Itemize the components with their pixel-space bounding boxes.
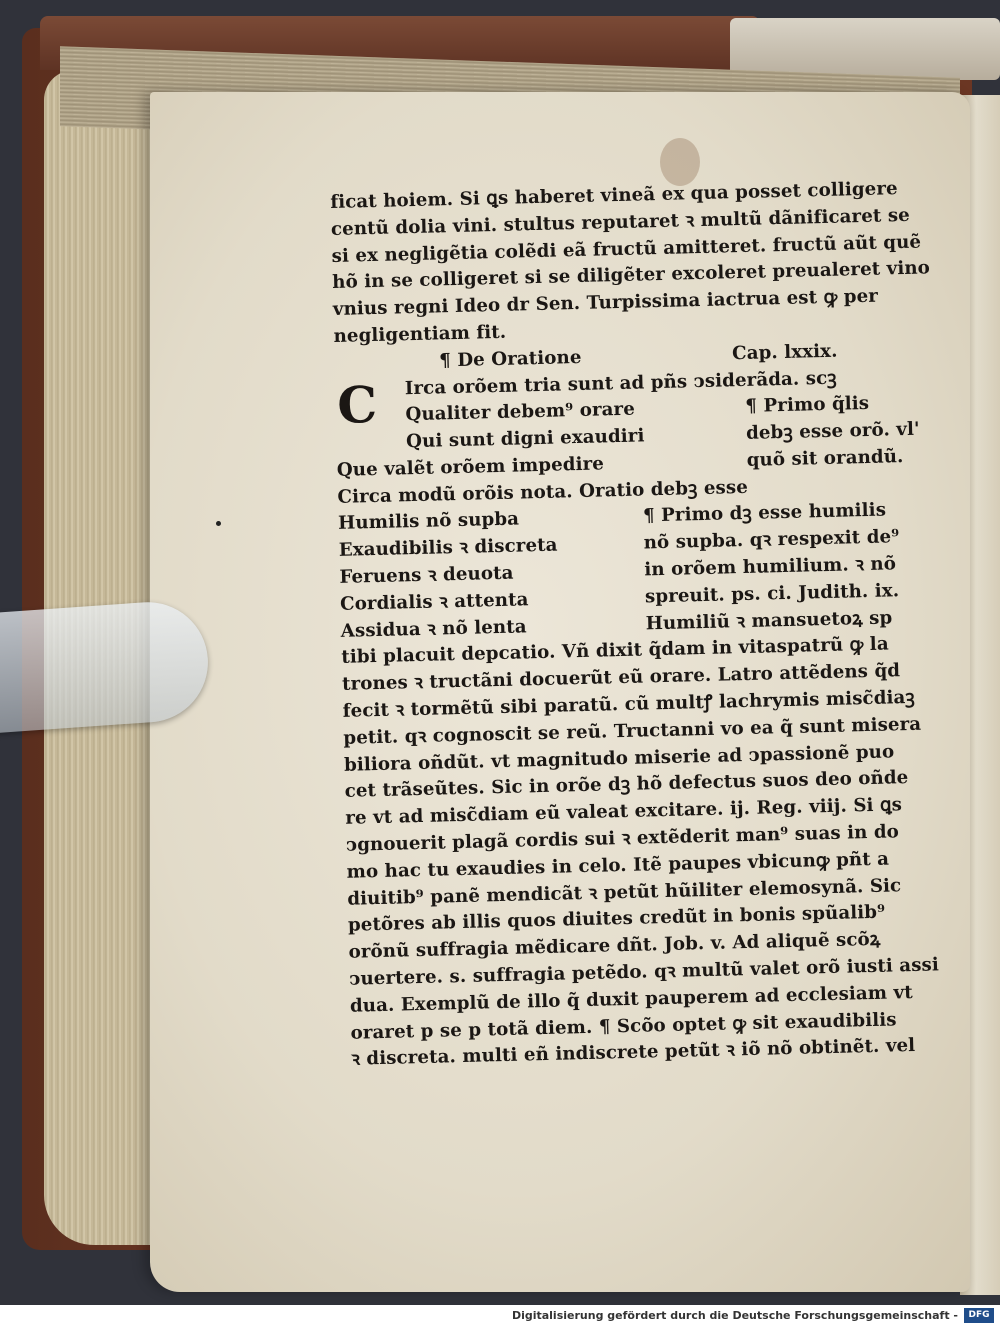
text-line: petit. qꝛ cognoscit se reũ. Tructanni vo ea q̃ sunt misera: [343, 713, 922, 749]
chapter-title: ¶ De Oratione: [438, 346, 582, 372]
chapter-number: Cap. lxxix.: [731, 340, 838, 365]
list-left: Humilis nõ supba: [337, 508, 520, 535]
stain-mark: [660, 138, 700, 186]
text-line: negligentiam fit.: [333, 321, 507, 347]
list-right: ¶ Primo dꝫ esse humilis: [642, 499, 887, 527]
text-line: dua. Exemplũ de illo q̃ duxit pauperem ad ecclesiam vt: [349, 981, 913, 1017]
list-left: Cordialis ꝛ attenta: [339, 589, 529, 615]
text-line: hõ in se colligeret si se diligẽter excoleret preualeret vino: [332, 257, 931, 294]
list-right: debꝫ esse orõ. vl': [745, 418, 920, 445]
text-line: si ex negligẽtia colẽdi eã fructũ amitteret. fructũ aũt quẽ: [331, 231, 922, 267]
list-left: Exaudibilis ꝛ discreta: [338, 534, 558, 562]
list-right: spreuit. ps. ci. Judith. ix.: [644, 579, 900, 608]
list-left: Qui sunt digni exaudiri: [405, 425, 645, 453]
footer-bar: [0, 1305, 1000, 1327]
text-line: orõnũ suffragia mẽdicare dñt. Job. v. Ad aliquẽ scõꝝ: [348, 928, 881, 963]
list-left: Qualiter debem⁹ orare: [405, 398, 636, 426]
drop-initial: C: [336, 374, 378, 435]
list-left: Que valẽt orõem impedire: [336, 453, 605, 481]
list-left: Assidua ꝛ nõ lenta: [340, 615, 527, 642]
text-line: ↄuertere. s. suffragia petẽdo. qꝛ multũ valet orõ iusti assi: [349, 954, 940, 990]
text-line: re vt ad misc̃diam eũ valeat excitare. ij. Reg. viij. Si ꝗs: [345, 794, 903, 829]
text-line: fecit ꝛ tormẽtũ sibi paratũ. cũ multꝭ lachrymis misc̃diaꝫ: [342, 686, 916, 722]
page-text: [330, 176, 940, 1074]
list-right: quõ sit orandũ.: [746, 446, 904, 471]
list-right: in orõem humilium. ꝛ nõ: [644, 553, 897, 581]
text-line: cet trãseũtes. Sic in orõe dꝫ hõ defectus suos deo oñde: [344, 767, 909, 803]
text-line: ficat hoiem. Si ꝗs haberet vineã ex qua posset colligere: [330, 178, 898, 213]
dfg-logo: DFG: [964, 1308, 994, 1323]
text-line: Circa modũ orõis nota. Oratio debꝫ esse: [337, 476, 749, 508]
text-line: biliora oñdũt. vt magnitudo miserie ad ↄpassionẽ puo: [343, 740, 895, 776]
text-line: oraret p se p totã diem. ¶ Scõo optet ꝙ sit exaudibilis: [350, 1008, 897, 1044]
ink-dot: [216, 521, 221, 526]
text-line: ꝛ discreta. multi eñ indiscrete petũt ꝛ iõ nõ obtinẽt. vel: [350, 1035, 916, 1071]
text-line: mo hac tu exaudies in celo. Itẽ paupes vbicunꝙ pñt a: [346, 848, 890, 883]
list-right: Humiliũ ꝛ mansuetoꝝ sp: [645, 606, 893, 634]
text-line: petõres ab illis quos diuites credũt in bonis spũalib⁹: [347, 901, 886, 937]
list-right: nõ supba. qꝛ respexit de⁹: [643, 526, 900, 554]
text-line: ↄgnouerit plagã cordis sui ꝛ extẽderit man⁹ suas in do: [345, 821, 900, 856]
funding-credit: Digitalisierung gefördert durch die Deutsche Forschungsgemeinschaft -: [511, 1309, 958, 1322]
text-line: centũ dolia vini. stultus reputaret ꝛ multũ dãnificaret se: [330, 204, 911, 240]
text-line: Irca orõem tria sunt ad pñs ↄsiderãda. scꝫ: [404, 367, 837, 399]
list-right: ¶ Primo q̃lis: [745, 393, 870, 418]
initial-block: [335, 363, 920, 484]
list-left: Feruens ꝛ deuota: [339, 562, 514, 588]
text-line: diuitib⁹ panẽ mendicãt ꝛ petũt hũiliter elemosynã. Sic: [347, 874, 902, 910]
text-line: tibi placuit depcatio. Vñ dixit q̃dam in vitaspatrũ ꝙ la: [341, 633, 889, 669]
text-line: vnius regni Ideo dr Sen. Turpissima iactrua est ꝙ per: [332, 285, 879, 321]
text-line: trones ꝛ tructãni docuerũt eũ orare. Latro attẽdens q̃d: [341, 660, 901, 696]
